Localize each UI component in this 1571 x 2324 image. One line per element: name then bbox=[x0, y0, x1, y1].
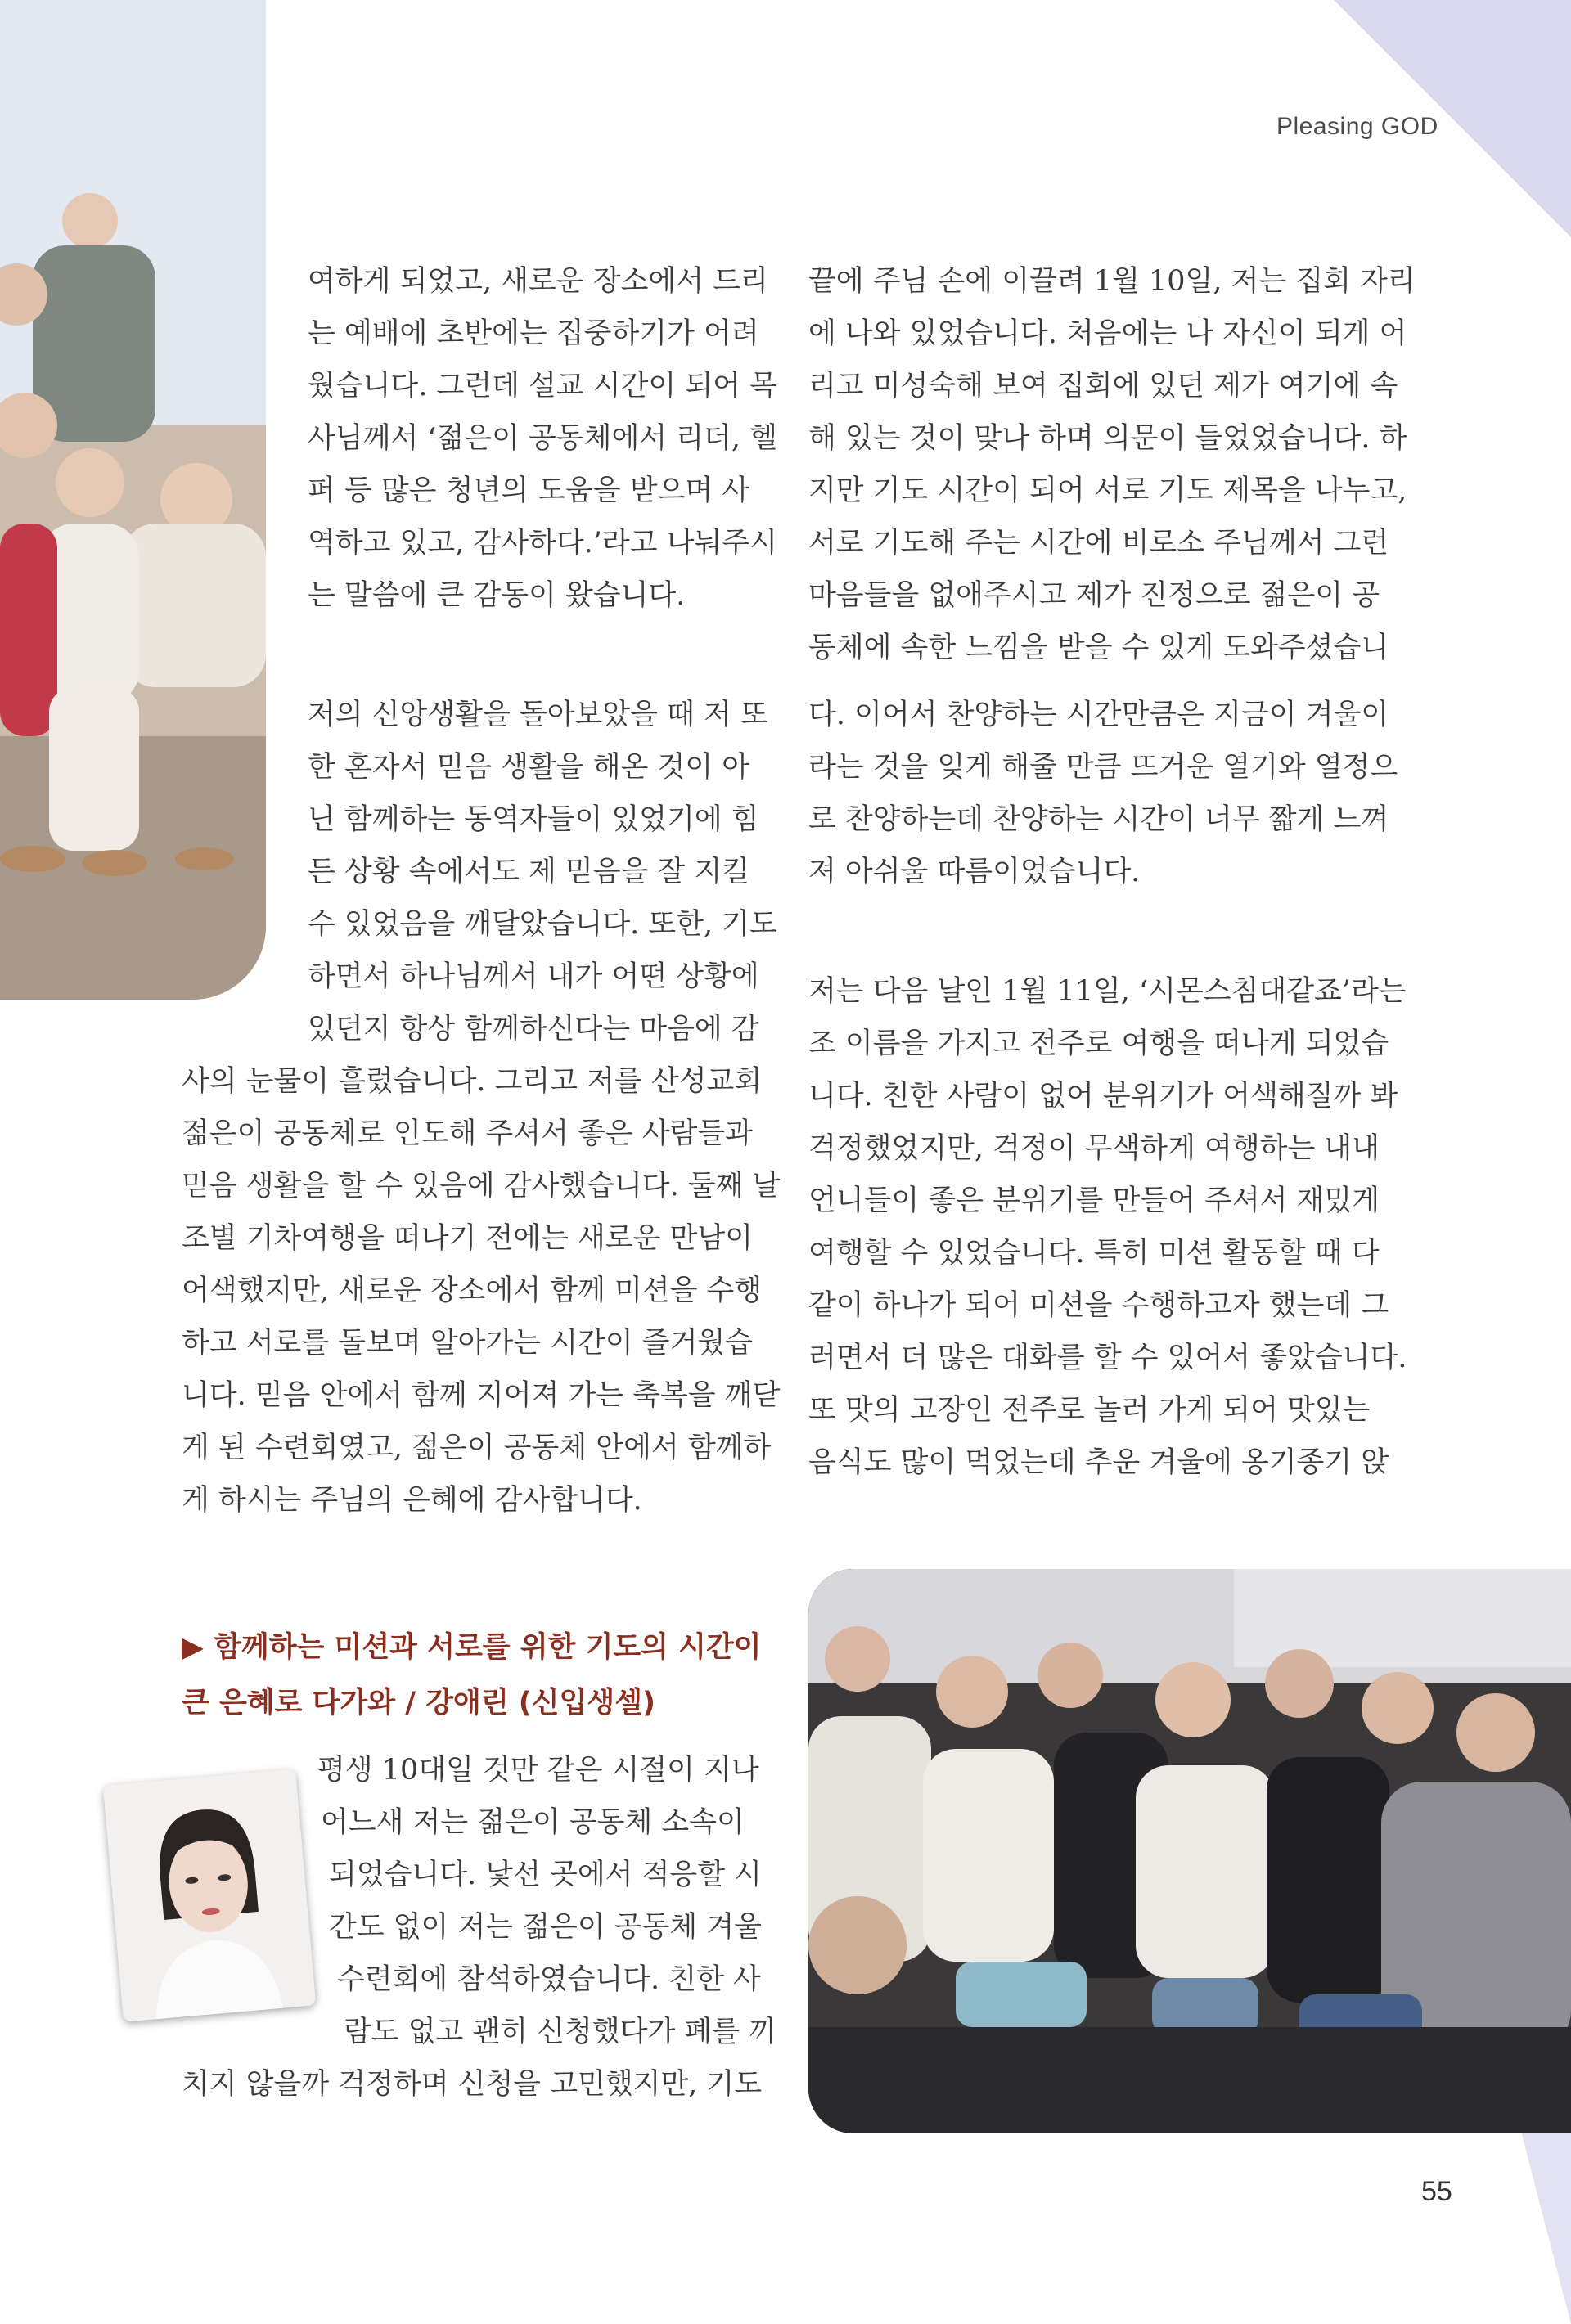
text-line: 저의 신앙생활을 돌아보았을 때 저 또 bbox=[308, 699, 768, 731]
text-line: 게 된 수련회였고, 젊은이 공동체 안에서 함께하 bbox=[182, 1432, 772, 1464]
text-line: 치지 않을까 걱정하며 신청을 고민했지만, 기도 bbox=[182, 2068, 763, 2101]
text-line: 는 말씀에 큰 감동이 왔습니다. bbox=[308, 579, 686, 612]
text-line: 여하게 되었고, 새로운 장소에서 드리 bbox=[308, 265, 768, 298]
text-line: 든 상황 속에서도 제 믿음을 잘 지킬 bbox=[308, 856, 750, 888]
text-line: 웠습니다. 그런데 설교 시간이 되어 목 bbox=[308, 370, 777, 402]
text-line: 니다. 친한 사람이 없어 분위기가 어색해질까 봐 bbox=[808, 1080, 1398, 1113]
text-line: 해 있는 것이 맞나 하며 의문이 들었었습니다. 하 bbox=[808, 422, 1407, 455]
text-line: 닌 함께하는 동역자들이 있었기에 힘 bbox=[308, 803, 759, 836]
text-line: 있던지 항상 함께하신다는 마음에 감 bbox=[308, 1013, 759, 1045]
text-line: 에 나와 있었습니다. 처음에는 나 자신이 되게 어 bbox=[808, 317, 1407, 350]
text-line: 는 예배에 초반에는 집중하기가 어려 bbox=[308, 317, 759, 350]
text-line: 서로 기도해 주는 시간에 비로소 주님께서 그런 bbox=[808, 527, 1389, 560]
text-line: 믿음 생활을 할 수 있음에 감사했습니다. 둘째 날 bbox=[182, 1170, 781, 1202]
audience-photo bbox=[808, 1569, 1571, 2133]
text-line: 역하고 있고, 감사하다.’라고 나눠주시 bbox=[308, 527, 777, 560]
text-line: 저는 다음 날인 1월 11일, ‘시몬스침대같죠’라는 bbox=[808, 975, 1407, 1008]
text-line: 걱정했었지만, 걱정이 무색하게 여행하는 내내 bbox=[808, 1132, 1380, 1165]
text-line: 간도 없이 저는 젊은이 공동체 겨울 bbox=[329, 1911, 762, 1944]
text-line: 또 맛의 고장인 전주로 놀러 가게 되어 맛있는 bbox=[808, 1394, 1371, 1427]
text-line: 음식도 많이 먹었는데 추운 겨울에 옹기종기 앉 bbox=[808, 1446, 1389, 1479]
text-line: 하면서 하나님께서 내가 어떤 상황에 bbox=[308, 960, 759, 993]
text-line: 동체에 속한 느낌을 받을 수 있게 도와주셨습니 bbox=[808, 632, 1389, 664]
text-line: 어색했지만, 새로운 장소에서 함께 미션을 수행 bbox=[182, 1274, 763, 1307]
text-line: 로 찬양하는데 찬양하는 시간이 너무 짧게 느껴 bbox=[808, 803, 1389, 836]
text-line: 마음들을 없애주시고 제가 진정으로 젊은이 공 bbox=[808, 579, 1380, 612]
text-line: 어느새 저는 젊은이 공동체 소속이 bbox=[321, 1806, 745, 1839]
text-line: 람도 없고 괜히 신청했다가 폐를 끼 bbox=[344, 2016, 776, 2048]
group-photo bbox=[0, 0, 266, 1000]
text-line: 게 하시는 주님의 은혜에 감사합니다. bbox=[182, 1484, 642, 1517]
text-line: 수 있었음을 깨달았습니다. 또한, 기도 bbox=[308, 908, 777, 941]
text-line: 져 아쉬울 따름이었습니다. bbox=[808, 856, 1141, 888]
text-line: 같이 하나가 되어 미션을 수행하고자 했는데 그 bbox=[808, 1289, 1389, 1322]
text-line: 끝에 주님 손에 이끌려 1월 10일, 저는 집회 자리 bbox=[808, 265, 1416, 298]
text-line: 여행할 수 있었습니다. 특히 미션 활동할 때 다 bbox=[808, 1237, 1380, 1270]
testimony-heading-line2: 큰 은혜로 다가와 / 강애린 (신입생셀) bbox=[182, 1687, 656, 1719]
text-line: 젊은이 공동체로 인도해 주셔서 좋은 사람들과 bbox=[182, 1117, 754, 1150]
text-line: 퍼 등 많은 청년의 도움을 받으며 사 bbox=[308, 474, 750, 507]
text-line: 라는 것을 잊게 해줄 만큼 뜨거운 열기와 열정으 bbox=[808, 751, 1398, 784]
page-number: 55 bbox=[1421, 2176, 1452, 2207]
text-line: 사님께서 ‘젊은이 공동체에서 리더, 헬 bbox=[308, 422, 777, 455]
text-line: 러면서 더 많은 대화를 할 수 있어서 좋았습니다. bbox=[808, 1342, 1407, 1374]
text-line: 다. 이어서 찬양하는 시간만큼은 지금이 겨울이 bbox=[808, 699, 1389, 731]
text-line: 조 이름을 가지고 전주로 여행을 떠나게 되었습 bbox=[808, 1027, 1389, 1060]
section-title: Pleasing GOD bbox=[1276, 113, 1438, 140]
text-line: 하고 서로를 돌보며 알아가는 시간이 즐거웠습 bbox=[182, 1327, 754, 1360]
text-line: 리고 미성숙해 보여 집회에 있던 제가 여기에 속 bbox=[808, 370, 1398, 402]
text-line: 지만 기도 시간이 되어 서로 기도 제목을 나누고, bbox=[808, 474, 1407, 507]
text-line: 되었습니다. 낯선 곳에서 적응할 시 bbox=[329, 1859, 762, 1891]
text-line: 사의 눈물이 흘렀습니다. 그리고 저를 산성교회 bbox=[182, 1065, 763, 1098]
text-line: 조별 기차여행을 떠나기 전에는 새로운 만남이 bbox=[182, 1222, 754, 1255]
testimony-heading-line1: ▶ 함께하는 미션과 서로를 위한 기도의 시간이 bbox=[182, 1631, 762, 1664]
author-portrait bbox=[103, 1769, 316, 2021]
text-line: 언니들이 좋은 분위기를 만들어 주셔서 재밌게 bbox=[808, 1184, 1380, 1217]
text-line: 니다. 믿음 안에서 함께 지어져 가는 축복을 깨닫 bbox=[182, 1379, 781, 1412]
text-line: 평생 10대일 것만 같은 시절이 지나 bbox=[317, 1754, 759, 1787]
text-line: 수련회에 참석하였습니다. 친한 사 bbox=[337, 1963, 761, 1996]
text-line: 한 혼자서 믿음 생활을 해온 것이 아 bbox=[308, 751, 750, 784]
